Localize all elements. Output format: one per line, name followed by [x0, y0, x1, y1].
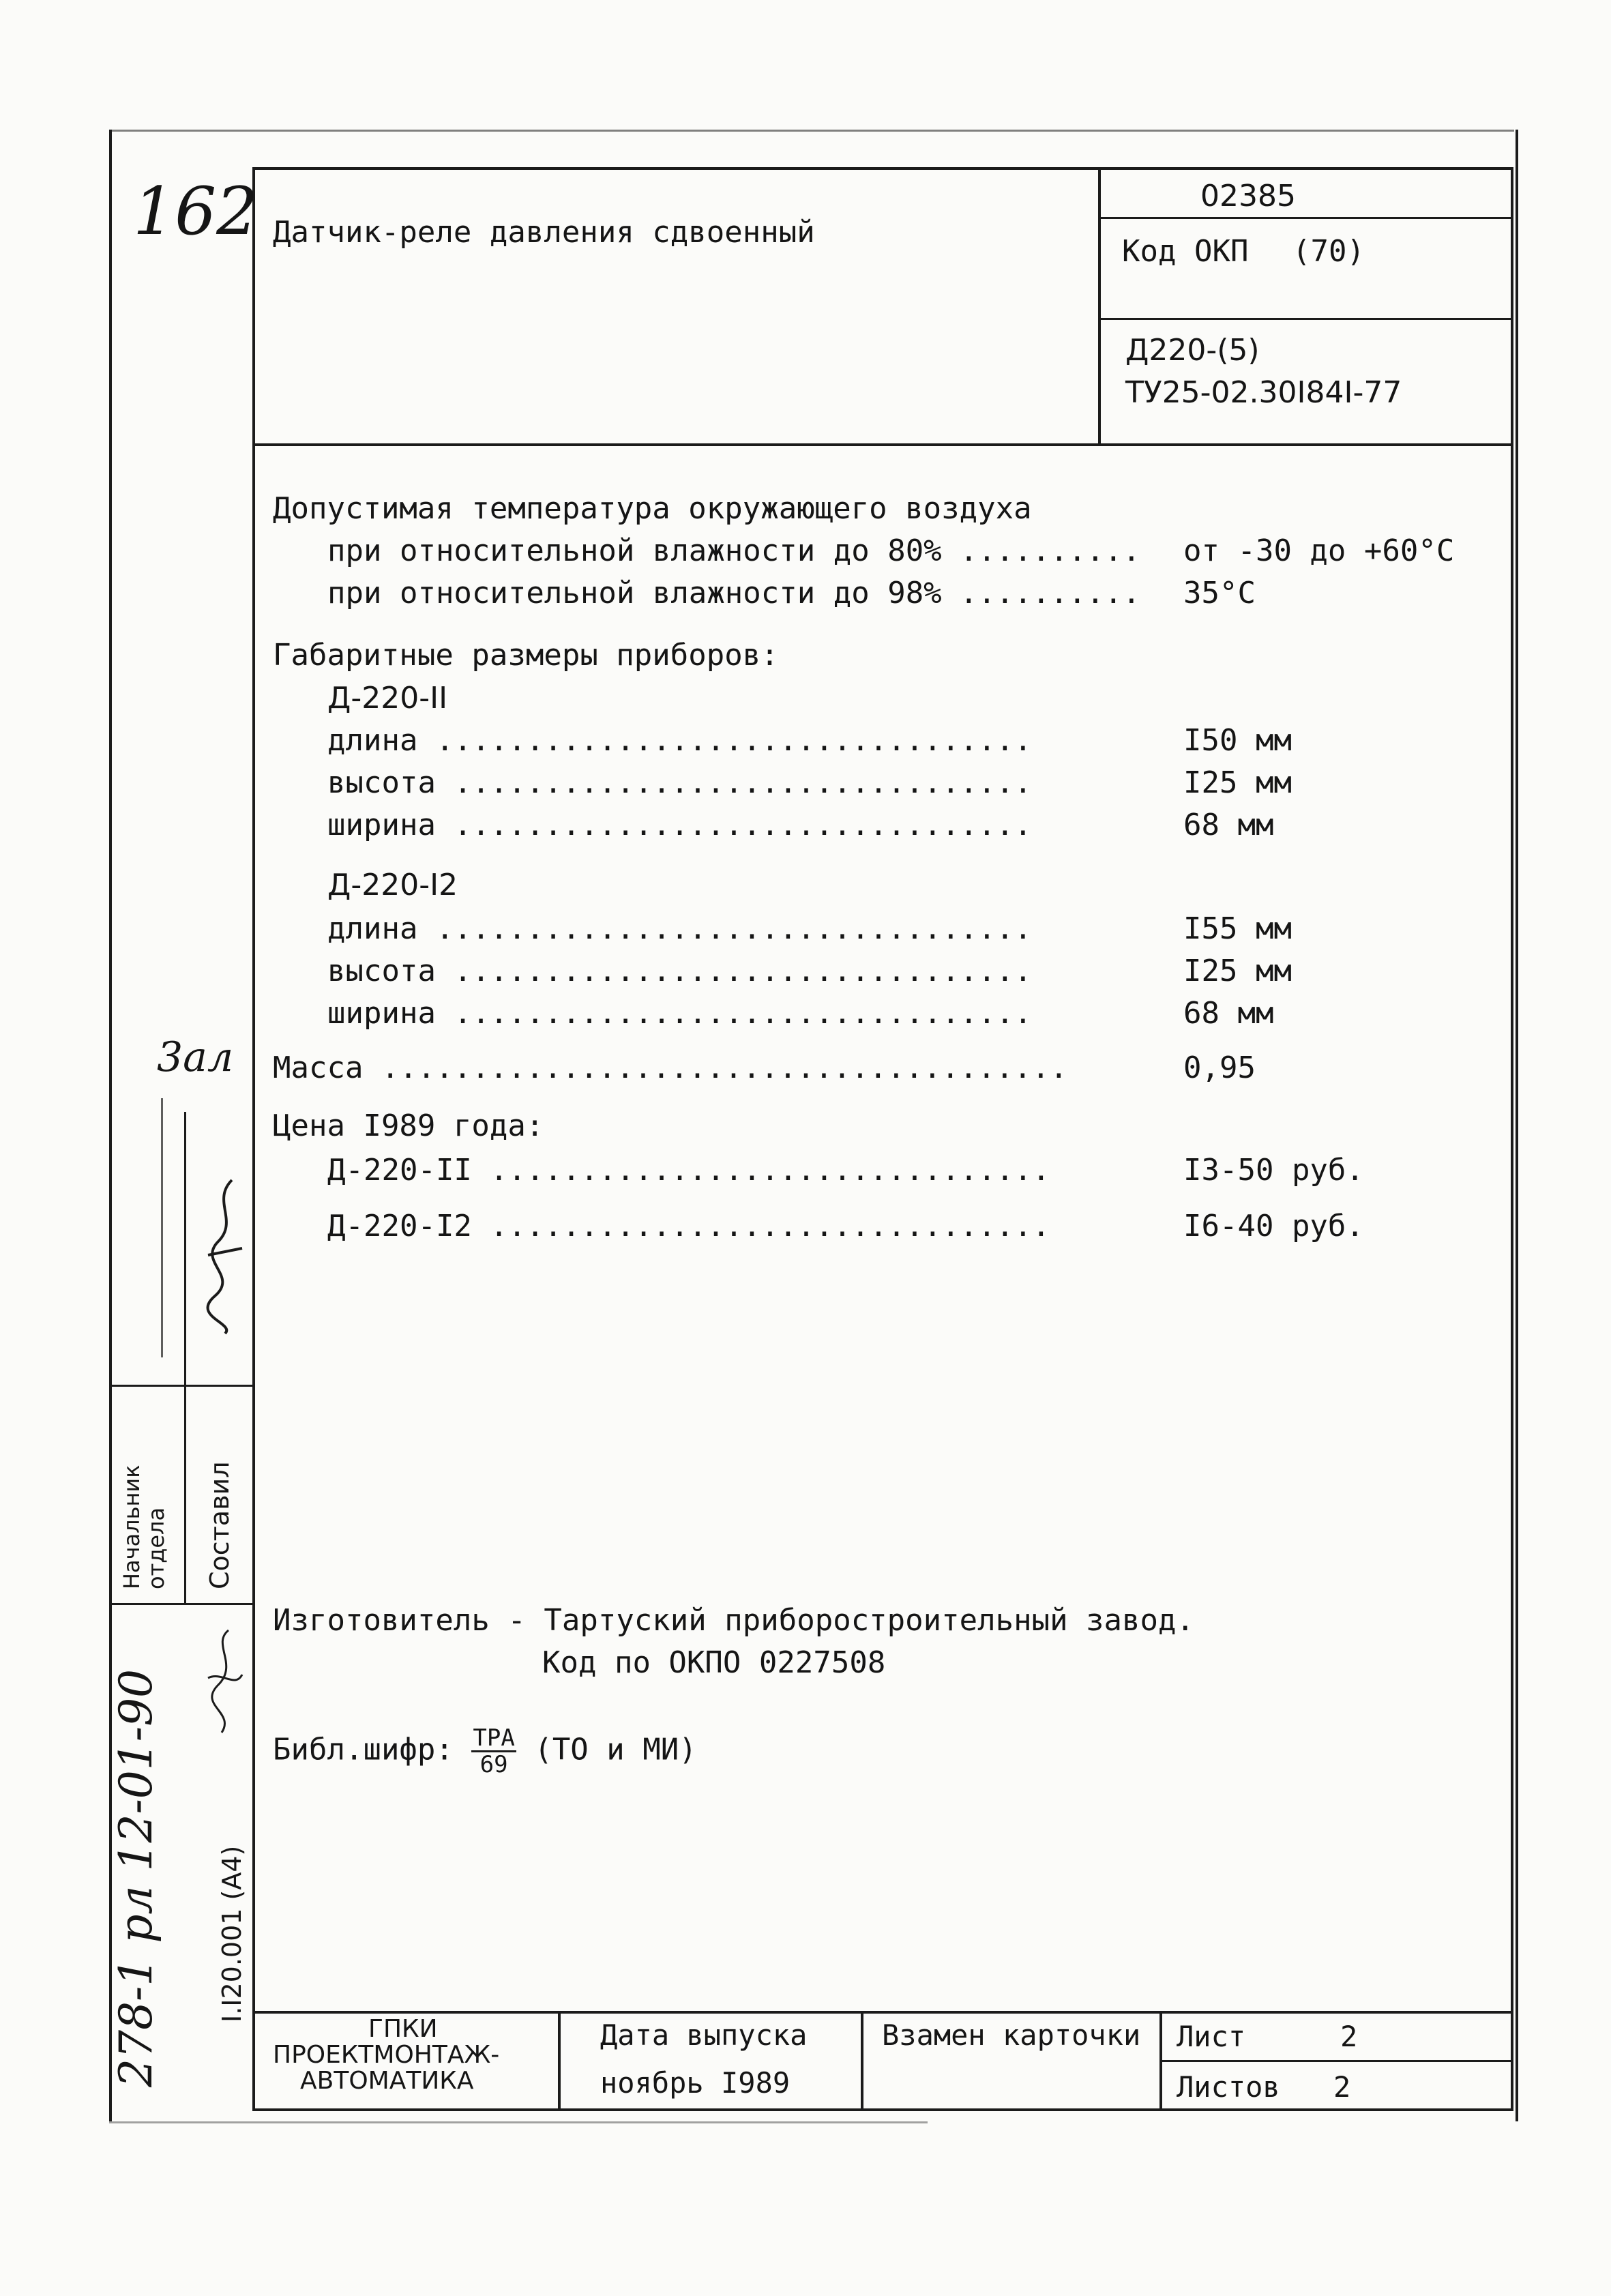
org-line-2: ПРОЕКТМОНТАЖ-: [273, 2041, 500, 2069]
release-label: Дата выпуска: [600, 2018, 808, 2052]
temperature-row: [273, 576, 1460, 615]
dimension-row: [273, 808, 1460, 847]
dimension-row: [273, 911, 1460, 951]
dimension-group-model: Д-220-I2: [327, 868, 458, 902]
mass-row: [273, 1050, 1460, 1090]
dimension-row-label: высота ................................: [327, 765, 1033, 800]
header-bottom-line: [252, 443, 1513, 446]
temperature-row-label: при относительной влажности до 98% ..........: [327, 576, 1141, 610]
dimension-row: [273, 723, 1460, 763]
dimension-row: [273, 996, 1460, 1035]
okp-code-label: Код ОКП: [1122, 234, 1249, 269]
price-heading: Цена I989 года:: [273, 1108, 544, 1143]
okp-number: 02385: [1200, 179, 1296, 214]
handwritten-date: 278-1 рл 12-01-90: [110, 1668, 162, 2087]
dimension-row-label: высота ................................: [327, 954, 1033, 988]
temperature-row-value: от -30 до +60°C: [1183, 533, 1455, 568]
footer-divider-2: [861, 2011, 863, 2110]
side-signature-stroke: [161, 1098, 163, 1357]
price-row-value: I6-40 руб.: [1183, 1209, 1364, 1243]
card-right-border: [1511, 167, 1513, 2111]
top-edge-line: [109, 130, 1514, 132]
price-row-label: Д-220-I2 ...............................: [327, 1209, 1050, 1243]
library-suffix: (ТО и МИ): [534, 1732, 697, 1767]
price-row: [273, 1209, 1460, 1248]
library-label: Библ.шифр:: [273, 1732, 454, 1767]
library-fraction-top: ТРА: [473, 1724, 515, 1752]
temperature-row: [273, 533, 1460, 573]
card-left-border: [252, 167, 255, 2111]
replaces-label: Взамен карточки: [882, 2018, 1141, 2052]
bottom-edge-line: [109, 2121, 928, 2123]
side-column-divider: [184, 1112, 186, 1603]
card-bottom-border: [252, 2108, 1513, 2111]
library-fraction-bottom: 69: [479, 1751, 508, 1778]
sheet-label: Лист: [1177, 2020, 1246, 2053]
sheets-value: 2: [1333, 2070, 1351, 2104]
library-fraction: [471, 1726, 516, 1777]
release-value: ноябрь I989: [600, 2066, 790, 2100]
price-row-value: I3-50 руб.: [1183, 1153, 1364, 1188]
signature-scribble-upper: [198, 1173, 252, 1337]
okpo-line: Код по ОКПО 0227508: [542, 1645, 886, 1680]
header-divider: [1098, 167, 1101, 445]
author-label: Составил: [205, 1461, 235, 1589]
dimension-row-label: ширина ................................: [327, 808, 1033, 842]
format-code: I.I20.001 (A4): [217, 1845, 247, 2022]
side-stamp-bottom-line: [109, 1603, 254, 1605]
card-title: Датчик-реле давления сдвоенный: [273, 215, 815, 250]
dimension-row-value: 68 мм: [1183, 808, 1274, 842]
dimension-row-value: 68 мм: [1183, 996, 1274, 1031]
okp-code-value: (70): [1292, 234, 1365, 269]
card-top-border: [252, 167, 1513, 170]
dimensions-heading: Габаритные размеры приборов:: [273, 638, 779, 673]
spec-code: ТУ25-02.30I84I-77: [1125, 375, 1402, 410]
dimension-row-value: I25 мм: [1183, 765, 1292, 800]
dimension-row-value: I25 мм: [1183, 954, 1292, 988]
dimension-row-label: ширина ................................: [327, 996, 1033, 1031]
mass-label: Масса ......................................: [273, 1050, 1068, 1085]
handwritten-note: 3ал: [157, 1033, 234, 1081]
mass-value: 0,95: [1183, 1050, 1256, 1085]
price-row-label: Д-220-II ...............................: [327, 1153, 1050, 1188]
dimension-group-model: Д-220-II: [327, 681, 448, 716]
price-row: [273, 1153, 1460, 1192]
head-of-department-label: Начальник отдела: [119, 1465, 169, 1589]
footer-top-line: [252, 2011, 1513, 2014]
dimension-row: [273, 765, 1460, 805]
sheet-value: 2: [1340, 2020, 1358, 2053]
org-line-3: АВТОМАТИКА: [300, 2067, 474, 2095]
temperature-row-label: при относительной влажности до 80% ..........: [327, 533, 1141, 568]
footer-divider-1: [558, 2011, 561, 2110]
dimension-row-value: I50 мм: [1183, 723, 1292, 758]
okp-code-line: [1098, 318, 1513, 320]
dimension-row: [273, 954, 1460, 993]
org-line-1: ГПКИ: [368, 2015, 438, 2043]
temperature-heading: Допустимая температура окружающего воздуха: [273, 491, 1032, 526]
signature-scribble-lower: [201, 1623, 249, 1739]
sheets-label: Листов: [1177, 2070, 1280, 2104]
right-edge-line: [1516, 130, 1518, 2121]
page-number: 162: [133, 173, 258, 250]
dimension-row-label: длина .................................: [327, 723, 1033, 758]
footer-sheet-line: [1159, 2060, 1513, 2062]
temperature-row-value: 35°C: [1183, 576, 1256, 610]
dimension-row-value: I55 мм: [1183, 911, 1292, 946]
okp-line: [1098, 217, 1513, 219]
library-code: [273, 1726, 697, 1777]
manufacturer-line: Изготовитель - Тартуский приборостроительный завод.: [273, 1603, 1195, 1638]
dimension-row-label: длина .................................: [327, 911, 1033, 946]
model-code: Д220-(5): [1125, 333, 1260, 368]
